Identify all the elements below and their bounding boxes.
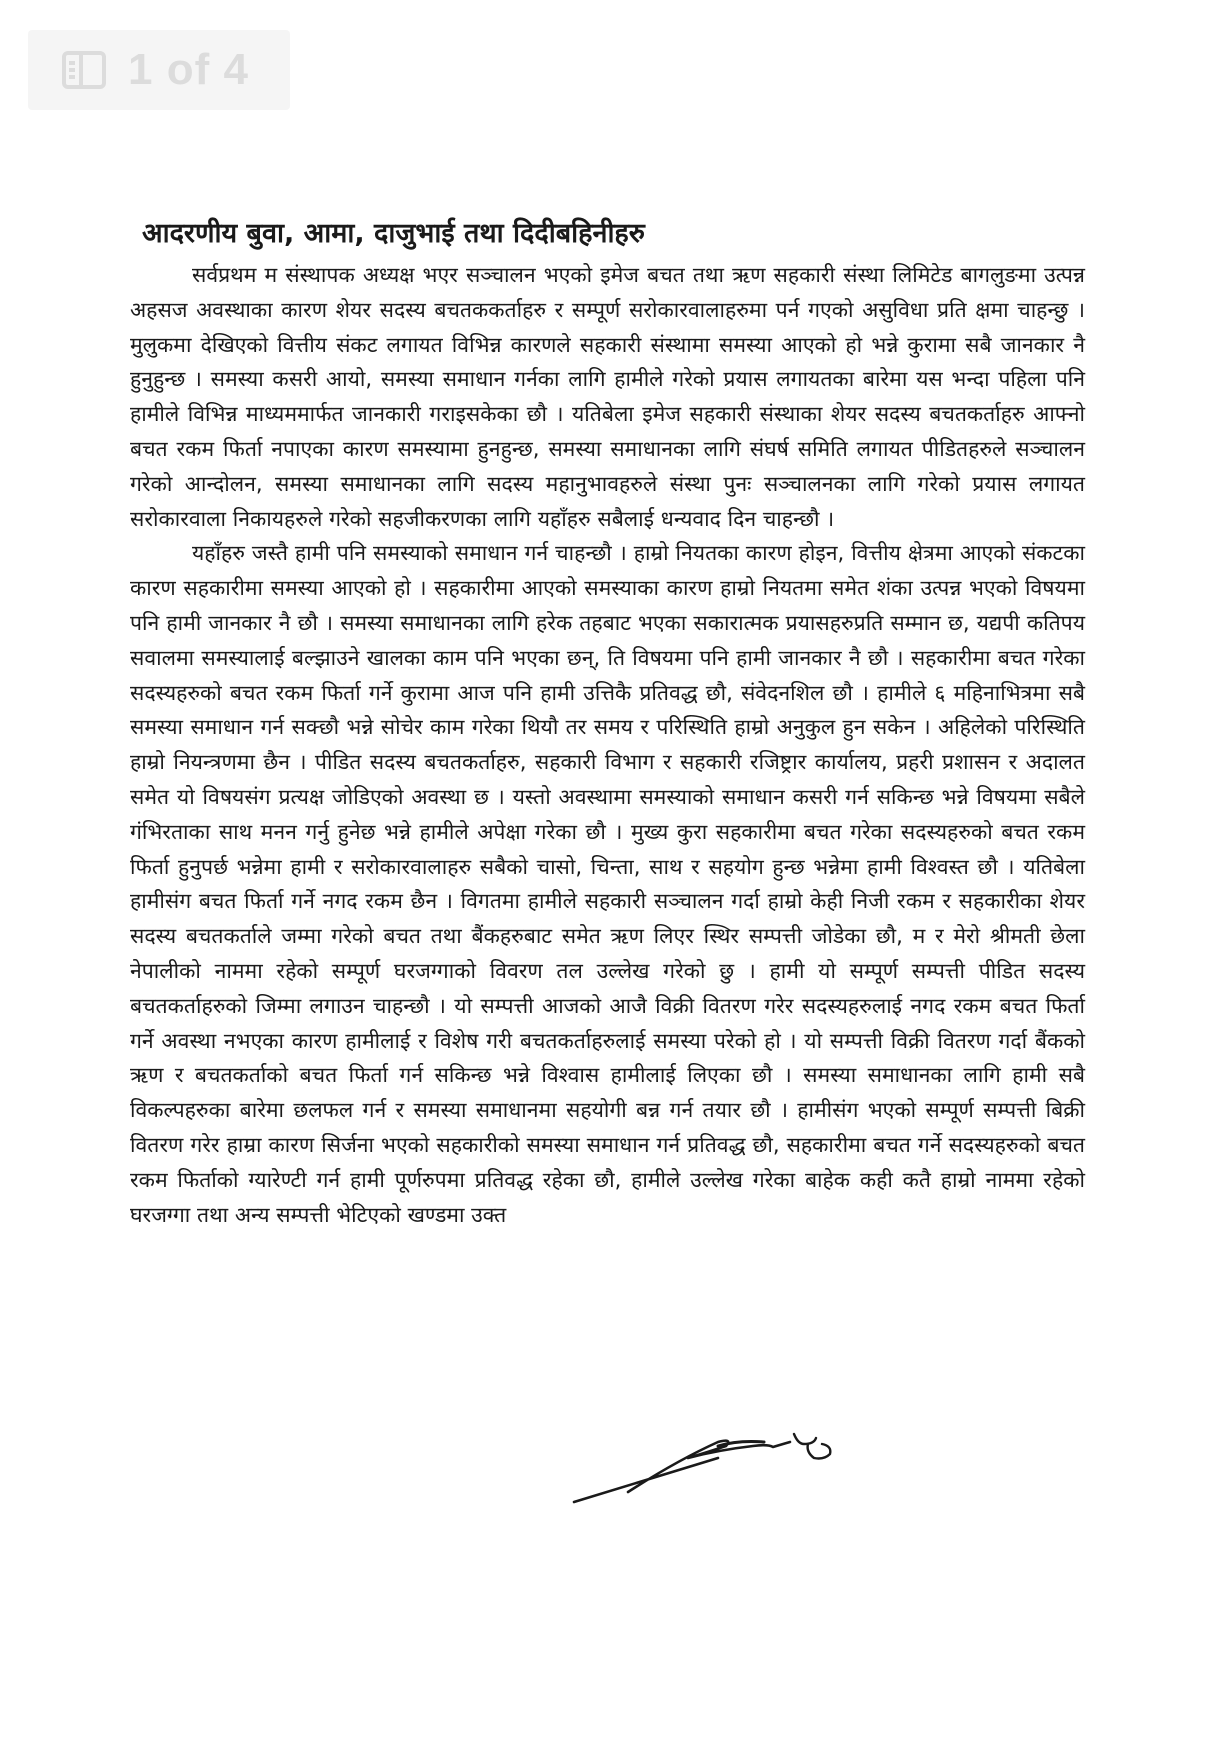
letter-paragraph-2: यहाँहरु जस्तै हामी पनि समस्याको समाधान गर्न चाहन्छौ । हाम्रो नियतका कारण होइन, वित्तीय क्षेत्रमा आएको संकटका कारण सहकारीमा समस्या आएको हो । सहकारीमा आएको समस्याका कारण हाम्रो नियतमा समेत शंका उत्पन्न भएको विषयमा पनि हामी जानकार नै छौ । समस्या समाधानका लागि हरेक तहबाट भएका सकारात्मक प्रयासहरुप्रति सम्मान छ, यद्यपी कतिपय सवालमा समस्यालाई बल्झाउने खालका काम पनि भएका छन्, ति विषयमा पनि हामी जानकार नै छौ । सहकारीमा बचत गरेका सदस्यहरुको बचत रकम फिर्ता गर्ने कुरामा आज पनि हामी उत्तिकै प्रतिवद्ध छौ, संवेदनशिल छौ । हामीले ६ महिनाभित्रमा सबै समस्या समाधान गर्न सक्छौ भन्ने सोचेर काम गरेका थियौ तर समय र परिस्थिति हाम्रो अनुकुल हुन सकेन । अहिलेको परिस्थिति हाम्रो नियन्त्रणमा छैन । पीडित सदस्य बचतकर्ताहरु, सहकारी विभाग र सहकारी रजिष्ट्रार कार्यालय, प्रहरी प्रशासन र अदालत समेत यो विषयसंग प्रत्यक्ष जोडिएको अवस्था छ । यस्तो अवस्थामा समस्याको समाधान कसरी गर्न सकिन्छ भन्ने विषयमा सबैले गंभिरताका साथ मनन गर्नु हुनेछ भन्ने हामीले अपेक्षा गरेका छौ । मुख्य कुरा सहकारीमा बचत गरेका सदस्यहरुको बचत रकम फिर्ता हुनुपर्छ भन्नेमा हामी र सरोकारवालाहरु सबैको चासो, चिन्ता, साथ र सहयोग हुन्छ भन्नेमा हामी विश्वस्त छौ । यतिबेला हामीसंग बचत फिर्ता गर्ने नगद रकम छैन । विगतमा हामीले सहकारी सञ्चालन गर्दा हाम्रो केही निजी रकम र सहकारीका शेयर सदस्य बचतकर्ताले जम्मा गरेको बचत तथा बैंकहरुबाट समेत ऋण लिएर स्थिर सम्पत्ती जोडेका छौ, म र मेरो श्रीमती छेला नेपालीको नाममा रहेको सम्पूर्ण घरजग्गाको विवरण तल उल्लेख गरेको छु । हामी यो सम्पूर्ण सम्पत्ती पीडित सदस्य बचतकर्ताहरुको जिम्मा लगाउन चाहन्छौ । यो सम्पत्ती आजको आजै विक्री वितरण गरेर सदस्यहरुलाई नगद रकम बचत फिर्ता गर्ने अवस्था नभएका कारण हामीलाई र विशेष गरी बचतकर्ताहरुलाई समस्या परेको हो । यो सम्पत्ती विक्री वितरण गर्दा बैंकको ऋण र बचतकर्ताको बचत फिर्ता गर्न सकिन्छ भन्ने विश्वास हामीलाई लिएका छौ । समस्या समाधानका लागि हामी सबै विकल्पहरुका बारेमा छलफल गर्न र समस्या समाधानमा सहयोगी बन्न गर्न तयार छौ । हामीसंग भएको सम्पूर्ण सम्पत्ती बिक्री वितरण गरेर हाम्रा कारण सिर्जना भएको सहकारीको समस्या समाधान गर्न प्रतिवद्ध छौ, सहकारीमा बचत गर्ने सदस्यहरुको बचत रकम फिर्ताको ग्यारेण्टी गर्न हामी पूर्णरुपमा प्रतिवद्ध रहेका छौ, हामीले उल्लेख गरेका बाहेक कही कतै हाम्रो नाममा रहेको घरजग्गा तथा अन्य सम्पत्ती भेटिएको खण्डमा उक्त — [130, 540, 1085, 1227]
handwritten-signature — [568, 1400, 868, 1510]
letter-salutation: आदरणीय बुवा, आमा, दाजुभाई तथा दिदीबहिनीहरु — [142, 218, 645, 249]
page-indicator — [28, 30, 290, 110]
page-count-label: 1 of 4 — [128, 45, 249, 94]
letter-body — [130, 214, 1085, 1232]
pages-icon — [62, 51, 106, 89]
letter-paragraph-1: सर्वप्रथम म संस्थापक अध्यक्ष भएर सञ्चालन भएको इमेज बचत तथा ऋण सहकारी संस्था लिमिटेड बागलुङमा उत्पन्न अहसज अवस्थाका कारण शेयर सदस्य बचतककर्ताहरु र सम्पूर्ण सरोकारवालाहरुमा पर्न गएको असुविधा प्रति क्षमा चाहन्छु । मुलुकमा देखिएको वित्तीय संकट लगायत विभिन्न कारणले सहकारी संस्थामा समस्या आएको हो भन्ने कुरामा सबै जानकार नै हुनुहुन्छ । समस्या कसरी आयो, समस्या समाधान गर्नका लागि हामीले गरेको प्रयास लगायतका बारेमा यस भन्दा पहिला पनि हामीले विभिन्न माध्यममार्फत जानकारी गराइसकेका छौ । यतिबेला इमेज सहकारी संस्थाका शेयर सदस्य बचतकर्ताहरु आफ्नो बचत रकम फिर्ता नपाएका कारण समस्यामा हुनहुन्छ, समस्या समाधानका लागि संघर्ष समिति लगायत पीडितहरुले सञ्चालन गरेको आन्दोलन, समस्या समाधानका लागि सदस्य महानुभावहरुले संस्था पुनः सञ्चालनका लागि गरेको प्रयास लगायत सरोकारवाला निकायहरुले गरेको सहजीकरणका लागि यहाँहरु सबैलाई धन्यवाद दिन चाहन्छौ । — [130, 262, 1085, 531]
